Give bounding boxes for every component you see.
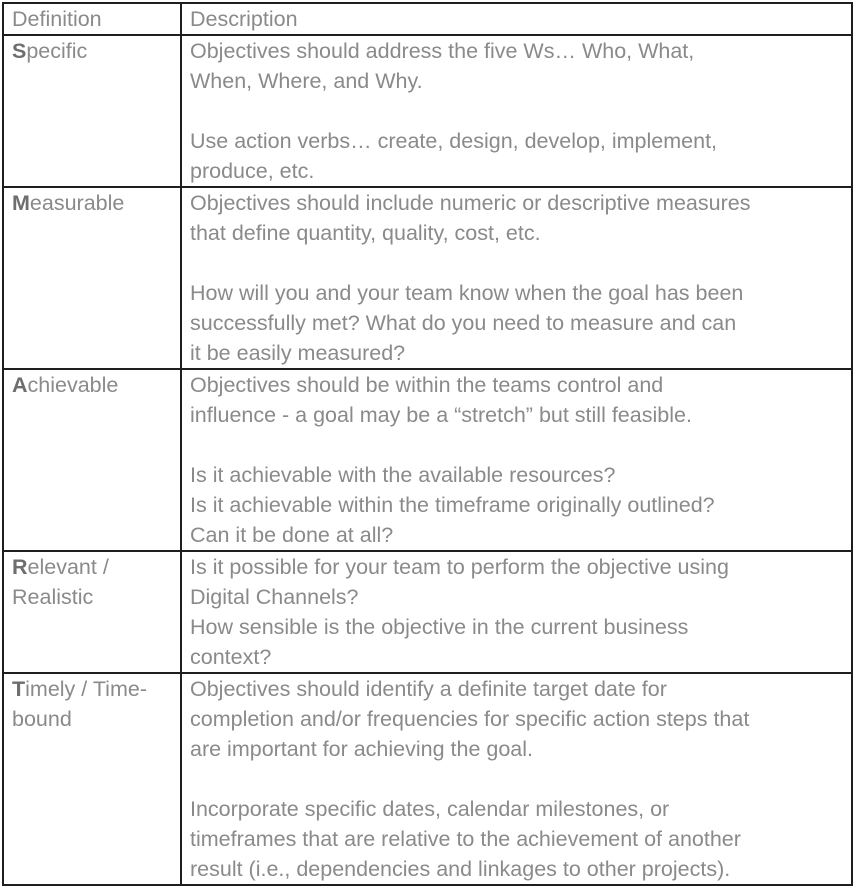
table-row-timely <box>3 673 852 885</box>
description-cell-timely <box>181 673 852 885</box>
description-paragraph: Objectives should be within the teams control and influence - a goal may be a “stretch” but still feasible. <box>190 373 692 427</box>
term-cell-achievable <box>3 369 181 551</box>
definition-header: Definition <box>3 3 181 35</box>
term-rest: imely / Time- bound <box>12 677 147 731</box>
description-paragraph: Objectives should address the five Ws… Who, What, When, Where, and Why. <box>190 39 695 93</box>
description-cell-achievable <box>181 369 852 551</box>
description-paragraph: Objectives should include numeric or descriptive measures that define quantity, quality, cost, etc. <box>190 191 751 245</box>
description-header: Description <box>181 3 852 35</box>
description-paragraph: Incorporate specific dates, calendar milestones, or timeframes that are relative to the achievement of another result (i.e., dependencies and linkages to other projects). <box>190 797 741 881</box>
description-paragraph: Use action verbs… create, design, develop, implement, produce, etc. <box>190 129 718 183</box>
description-paragraph: How will you and your team know when the goal has been successfully met? What do you need to measure and can it be easily measured? <box>190 281 744 365</box>
term-rest: pecific <box>26 39 88 63</box>
table-header-row <box>3 3 852 35</box>
table-row-relevant <box>3 551 852 673</box>
description-cell-measurable <box>181 187 852 369</box>
term-rest: easurable <box>29 191 125 215</box>
term-cell-measurable <box>3 187 181 369</box>
table-row-achievable <box>3 369 852 551</box>
description-paragraph: Objectives should identify a definite target date for completion and/or frequencies for specific action steps that are important for achieving the goal. <box>190 677 750 761</box>
term-initial-letter: T <box>12 677 26 701</box>
term-cell-specific <box>3 35 181 187</box>
term-initial-letter: M <box>12 191 30 215</box>
smart-goals-table <box>2 2 853 886</box>
description-cell-relevant <box>181 551 852 673</box>
term-initial-letter: A <box>12 373 28 397</box>
term-initial-letter: S <box>12 39 27 63</box>
term-rest: elevant / Realistic <box>12 555 109 609</box>
table-row-specific <box>3 35 852 187</box>
term-rest: chievable <box>27 373 119 397</box>
term-initial-letter: R <box>12 555 28 579</box>
table-row-measurable <box>3 187 852 369</box>
description-cell-specific <box>181 35 852 187</box>
description-paragraph: Is it possible for your team to perform the objective using Digital Channels? How sensible is the objective in the current business context? <box>190 555 729 669</box>
description-paragraph: Is it achievable with the available resources? Is it achievable within the timeframe originally outlined? Can it be done at all? <box>190 463 715 547</box>
term-cell-relevant <box>3 551 181 673</box>
term-cell-timely <box>3 673 181 885</box>
